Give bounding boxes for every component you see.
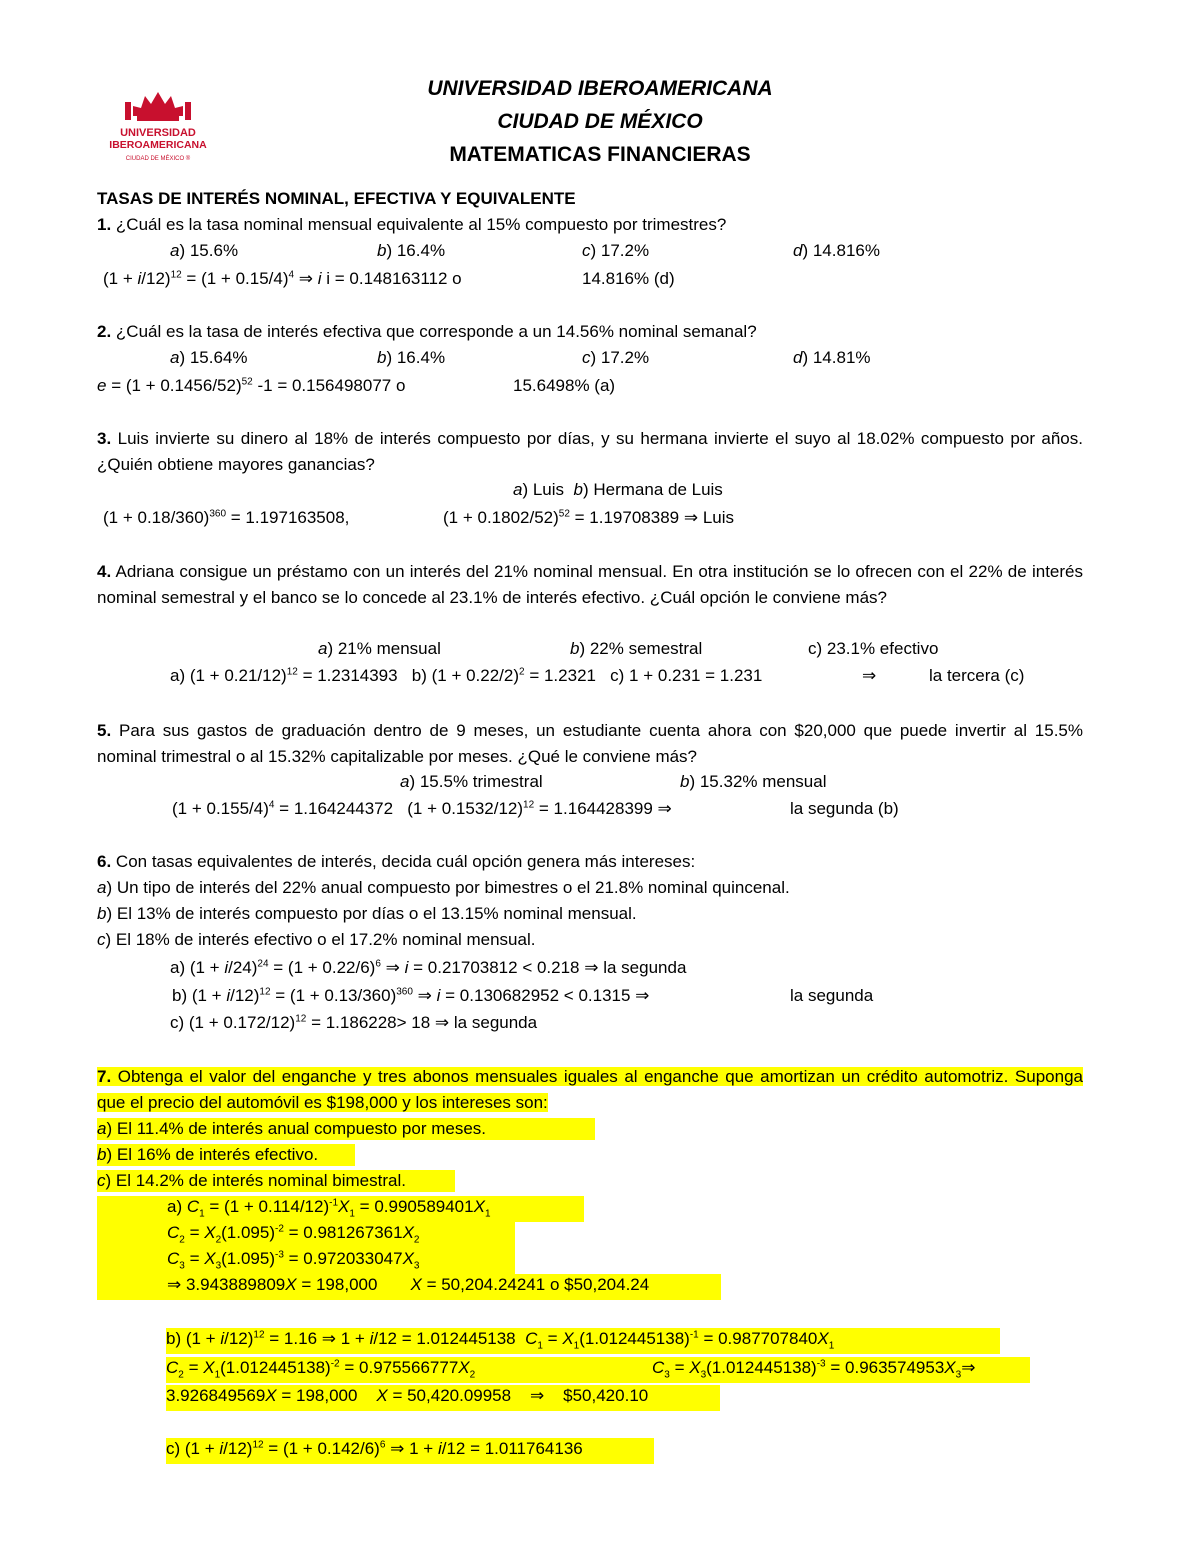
q4-solution: a) $(1 + 0.21/12)^{12} = 1.2314393$ b) $(1 + 0.22/2)^2 = 1.2321$ c) 1 + 0.231 = 1.231: [170, 666, 763, 685]
q1-option-a: a) 15.6%: [170, 241, 239, 260]
question-1: 1. ¿Cuál es la tasa nominal mensual equivalente al 15% compuesto por trimestres?: [97, 215, 727, 234]
q1-option-b: b) 16.4%: [377, 241, 446, 260]
q7-solution-b3: $C_3 = X_3(1.012445138)^{-3}$ = $0.963574953X_3\Rightarrow$: [652, 1358, 976, 1381]
q3-options: a) Luis b) Hermana de Luis: [513, 480, 723, 499]
svg-text:UNIVERSIDAD: UNIVERSIDAD: [120, 127, 196, 139]
q4-answer: la tercera (c): [929, 666, 1025, 685]
q7-solution-b2: $C_2 = X_1(1.012445138)^{-2} = 0.975566777X_2$: [166, 1357, 1030, 1383]
q6-solution-a: a) $(1 + i/24)^{24} = (1 + 0.22/6)^6$ ⇒ i = 0.21703812 < 0.218 ⇒ la segunda: [170, 958, 687, 977]
q6-item-b: b) El 13% de interés compuesto por días o el 13.15% nominal mensual.: [97, 904, 637, 923]
q6-solution-c: c) $(1 + 0.172/12)^{12} = 1.186228> 18$ ⇒ la segunda: [170, 1013, 538, 1032]
q1-option-c: c) 17.2%: [582, 241, 650, 260]
q1-option-d: d) 14.816%: [793, 241, 880, 260]
svg-text:CIUDAD DE MÉXICO ®: CIUDAD DE MÉXICO ®: [125, 156, 191, 162]
q7-item-c: c) El 14.2% de interés nominal bimestral.: [97, 1170, 455, 1192]
q6-item-a: a) Un tipo de interés del 22% anual compuesto por bimestres o el 21.8% nominal quincenal.: [97, 878, 790, 897]
q2-solution: $e = (1 + 0.1456/52)^{52}$ -1 = 0.156498077 o: [97, 376, 406, 395]
q1-solution: $(1 + i/12)^{12} = (1 + 0.15/4)^4$ ⇒ i i = 0.148163112 o: [103, 269, 462, 288]
q6-item-c: c) El 18% de interés efectivo o el 17.2% nominal mensual.: [97, 930, 536, 949]
q7-solution-a4: ⇒ 3.943889809X = 198,000 X = 50,204.24241 o $50,204.24: [97, 1274, 721, 1300]
q7-solution-b1: b) $(1 + i/12)^{12} = 1.16$ ⇒ 1 + i/12 = 1.012445138 $C_1 = X_1(1.012445138)^{-1} = 0.987707840X_1$: [166, 1328, 1000, 1354]
city-name: CIUDAD DE MÉXICO: [497, 110, 703, 133]
q6-answer-b: la segunda: [790, 986, 874, 1005]
q3-calc-hermana: $(1 + 0.1802/52)^{52} = 1.19708389$ ⇒ Luis: [443, 508, 734, 527]
q5-answer: la segunda (b): [790, 799, 899, 818]
q5-option-a: a) 15.5% trimestral: [400, 772, 543, 791]
q2-option-b: b) 16.4%: [377, 348, 446, 367]
question-4: 4. Adriana consigue un préstamo con un interés del 21% nominal mensual. En otra institución se lo ofrecen con el 22% de interés nominal semestral y el banco se lo concede al 23.1% de interés efectivo. ¿Cuál opción le conviene más?: [97, 562, 1083, 607]
question-2: 2. ¿Cuál es la tasa de interés efectiva que corresponde a un 14.56% nominal semanal?: [97, 322, 757, 341]
q3-calc-luis: $(1 + 0.18/360)^{360} = 1.197163508$,: [103, 508, 350, 527]
q7-solution-a2: $C_2 = X_2(1.095)^{-2} = 0.981267361X_2$: [97, 1222, 515, 1248]
q4-option-a: a) 21% mensual: [318, 639, 441, 658]
q4-arrow: ⇒: [862, 666, 877, 685]
q4-option-b: b) 22% semestral: [570, 639, 703, 658]
q2-option-c: c) 17.2%: [582, 348, 650, 367]
svg-text:IBEROAMERICANA: IBEROAMERICANA: [109, 139, 207, 151]
q7-solution-a3: $C_3 = X_3(1.095)^{-3} = 0.972033047X_3$: [97, 1248, 515, 1274]
section-title: TASAS DE INTERÉS NOMINAL, EFECTIVA Y EQUIVALENTE: [97, 189, 576, 208]
q7-solution-b4: 3.926849569X = 198,000 X = 50,420.09958 ⇒ $50,420.10: [166, 1385, 720, 1411]
q2-answer: 15.6498% (a): [513, 376, 616, 395]
university-name: UNIVERSIDAD IBEROAMERICANA: [427, 77, 773, 100]
q2-option-d: d) 14.81%: [793, 348, 871, 367]
q7-item-b: b) El 16% de interés efectivo.: [97, 1144, 355, 1166]
question-3: 3. Luis invierte su dinero al 18% de interés compuesto por días, y su hermana invierte el suyo al 18.02% compuesto por años. ¿Quién obtiene mayores ganancias?: [97, 429, 1083, 474]
q1-answer: 14.816% (d): [582, 269, 675, 288]
q4-option-c: c) 23.1% efectivo: [808, 639, 939, 658]
q7-solution-a1: a) $C_1 = (1 + 0.114/12)^{-1}X_1 = 0.990589401X_1$: [97, 1196, 584, 1222]
question-6: 6. Con tasas equivalentes de interés, decida cuál opción genera más intereses:: [97, 852, 696, 871]
course-title: MATEMATICAS FINANCIERAS: [449, 143, 751, 166]
q7-item-a: a) El 11.4% de interés anual compuesto por meses.: [97, 1118, 595, 1140]
q5-solution: $(1 + 0.155/4)^4 = 1.164244372$ $(1 + 0.1532/12)^{12} = 1.164428399$ ⇒: [172, 799, 672, 818]
question-7: 7. Obtenga el valor del enganche y tres abonos mensuales iguales al enganche que amortizan un crédito automotriz. Suponga que el precio del automóvil es $198,000 y los intereses son:: [97, 1067, 1083, 1112]
q2-option-a: a) 15.64%: [170, 348, 248, 367]
q7-solution-c1: c) $(1 + i/12)^{12} = (1 + 0.142/6)^6$ ⇒ 1 + i/12 = 1.011764136: [166, 1438, 654, 1464]
question-5: 5. Para sus gastos de graduación dentro de 9 meses, un estudiante cuenta ahora con $20,000 que puede invertir al 15.5% nominal trimestral o al 15.32% capitalizable por meses. ¿Qué le conviene más?: [97, 721, 1083, 766]
q6-solution-b: b) $(1 + i/12)^{12} = (1 + 0.13/360)^{360}$ ⇒ i = 0.130682952 < 0.1315 ⇒: [172, 986, 650, 1005]
q5-option-b: b) 15.32% mensual: [680, 772, 827, 791]
